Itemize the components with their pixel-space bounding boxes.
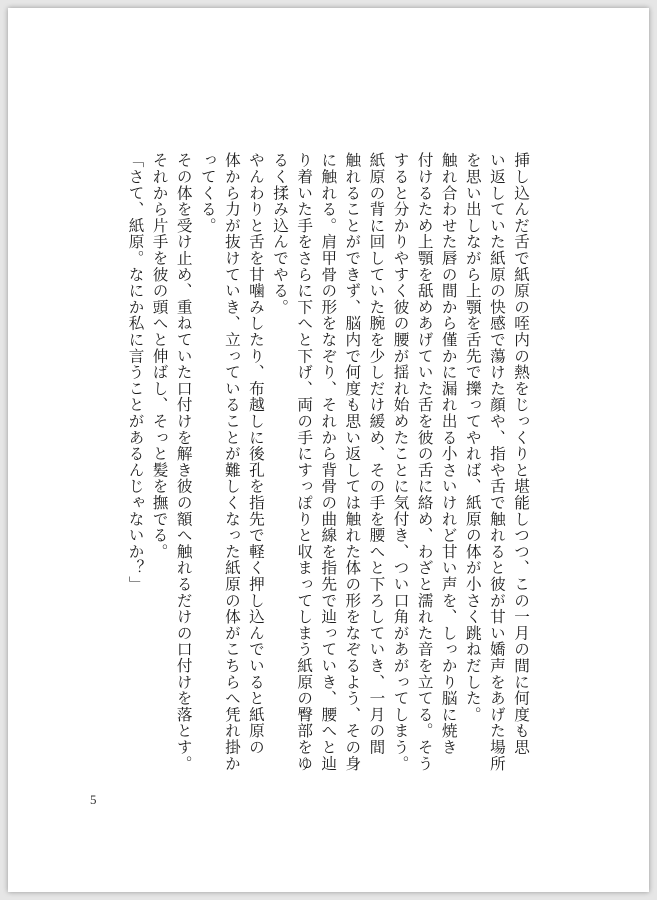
text-line: それから片手を彼の頭へと伸ばし、そっと髪を撫でる。 — [150, 152, 169, 560]
text-line: 触れることができず、脳内で何度も思い返しては触れた体の形をなぞるよう、その身 — [343, 152, 362, 772]
text-line: に触れる。肩甲骨の形をなぞり、それから背骨の曲線を指先で辿っていき、腰へと辿 — [319, 152, 338, 772]
text-line: 紙原の背に回していた腕を少しだけ緩め、その手を腰へと下ろしていき、一月の間 — [367, 152, 386, 756]
text-line: るく揉み込んでやる。 — [271, 152, 290, 315]
document-page — [8, 8, 649, 892]
text-line: 体から力が抜けていき、立っていることが難しくなった紙原の体がこちらへ凭れ掛か — [222, 152, 241, 772]
text-line: を思い出しながら上顎を舌先で擽ってやれば、紙原の体が小さく跳ねだした。 — [463, 152, 482, 723]
text-line: 「さて、紙原。なにか私に言うことがあるんじゃないか？」 — [126, 152, 145, 593]
text-line: 触れ合わせた唇の間から僅かに漏れ出る小さいけれど甘い声を、しっかり脳に焼き — [439, 152, 458, 756]
text-line: すると分かりやすく彼の腰が揺れ始めたことに気付き、つい口角があがってしまう。 — [391, 152, 410, 772]
text-line: い返していた紙原の快感で蕩けた顔や、指や舌で触れると彼が甘い嬌声をあげた場所 — [487, 152, 506, 772]
text-line: り着いた手をさらに下へと下げ、両の手にすっぽりと収まってしまう紙原の臀部をゆ — [295, 152, 314, 772]
text-line: 挿し込んだ舌で紙原の咥内の熱をじっくりと堪能しつつ、この一月の間に何度も思 — [512, 152, 530, 756]
text-line: その体を受け止め、重ねていた口付けを解き彼の額へ触れるだけの口付けを落とす。 — [174, 152, 193, 772]
page-number: 5 — [90, 792, 97, 807]
body-text — [126, 152, 533, 772]
text-line: やんわりと舌を甘噛みしたり、布越しに後孔を指先で軽く押し込んでいると紙原の — [246, 152, 265, 756]
text-line: 付けるため上顎を舐めあげていた舌を彼の舌に絡め、わざと濡れた音を立てる。そう — [415, 152, 434, 772]
text-line: ってくる。 — [198, 152, 217, 234]
